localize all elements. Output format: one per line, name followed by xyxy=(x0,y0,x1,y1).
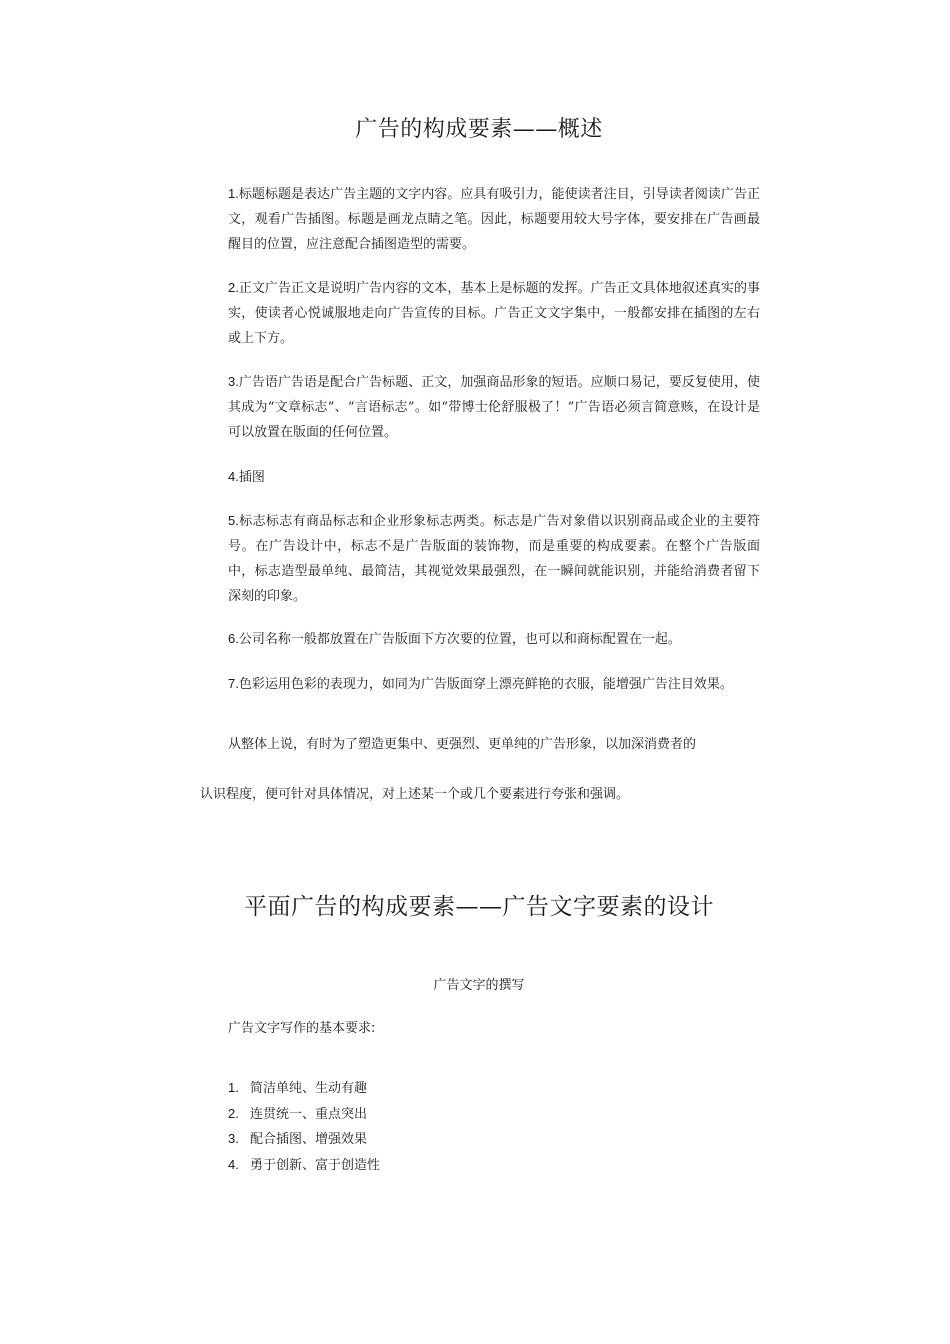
item-text: 标志标志有商品标志和企业形象标志两类。标志是广告对象借以识别商品或企业的主要符号。在广告设计中，标志不是广告版面的装饰物，而是重要的构成要素。在整个广告版面中，标志造型最单纯、最简洁，其视觉效果最强烈，在一瞬间就能识别，并能给消费者留下深刻的印象。 xyxy=(228,514,760,604)
list-item-number: 1. xyxy=(228,1080,239,1095)
list-item-text: 勇于创新、富于创造性 xyxy=(250,1157,381,1173)
paragraph-item-2 xyxy=(228,275,760,351)
item-text: 色彩运用色彩的表现力，如同为广告版面穿上漂亮鲜艳的衣服，能增强广告注目效果。 xyxy=(238,677,733,692)
item-number: 3. xyxy=(228,374,239,389)
paragraph-item-4 xyxy=(228,464,760,490)
summary-line-1: 从整体上说，有时为了塑造更集中、更强烈、更单纯的广告形象，以加深消费者的 xyxy=(228,737,697,752)
requirements-list xyxy=(228,1076,380,1178)
paragraph-item-5 xyxy=(228,508,760,609)
list-item-text: 连贯统一、重点突出 xyxy=(250,1106,368,1122)
paragraph-item-3 xyxy=(228,369,760,445)
item-number: 4. xyxy=(228,469,239,484)
list-item-number: 3. xyxy=(228,1131,239,1146)
item-text: 公司名称一般都放置在广告版面下方次要的位置，也可以和商标配置在一起。 xyxy=(238,632,681,647)
paragraph-item-6 xyxy=(228,626,760,652)
list-item xyxy=(228,1127,380,1153)
list-item-text: 简洁单纯、生动有趣 xyxy=(250,1081,368,1096)
section1-title: 广告的构成要素——概述 xyxy=(355,117,603,142)
list-item xyxy=(228,1153,380,1179)
item-text: 正文广告正文是说明广告内容的文本，基本上是标题的发挥。广告正文具体地叙述真实的事实，使读者心悦诚服地走向广告宣传的目标。广告正文文字集中，一般都安排在插图的左右或上下方。 xyxy=(228,281,760,346)
item-number: 5. xyxy=(228,513,239,528)
paragraph-item-1 xyxy=(228,181,760,257)
summary-line-2: 认识程度，便可针对具体情况，对上述某一个或几个要素进行夸张和强调。 xyxy=(200,787,630,802)
item-number: 6. xyxy=(228,631,239,646)
item-text: 广告语广告语是配合广告标题、正文，加强商品形象的短语。应顺口易记，要反复使用，使其成为“文章标志”、“言语标志”。如“带博士伦舒服极了！”广告语必须言简意赅，在设计是可以放置在版面的任何位置。 xyxy=(228,375,760,440)
section2-title: 平面广告的构成要素——广告文字要素的设计 xyxy=(244,894,714,920)
section2-subtitle: 广告文字的撰写 xyxy=(433,978,525,993)
item-text: 插图 xyxy=(238,470,265,485)
list-item-number: 2. xyxy=(228,1105,239,1121)
item-number: 7. xyxy=(228,676,239,691)
list-item xyxy=(228,1102,380,1128)
item-number: 1. xyxy=(228,186,239,201)
requirements-label: 广告文字写作的基本要求: xyxy=(228,1021,376,1036)
list-item-number: 4. xyxy=(228,1156,239,1172)
item-text: 标题标题是表达广告主题的文字内容。应具有吸引力，能使读者注目，引导读者阅读广告正文，观看广告插图。标题是画龙点睛之笔。因此，标题要用较大号字体，要安排在广告画最醒目的位置，应注意配合插图造型的需要。 xyxy=(228,187,760,252)
item-number: 2. xyxy=(228,280,239,295)
paragraph-item-7 xyxy=(228,671,768,697)
list-item xyxy=(228,1076,380,1102)
list-item-text: 配合插图、增强效果 xyxy=(250,1132,368,1147)
